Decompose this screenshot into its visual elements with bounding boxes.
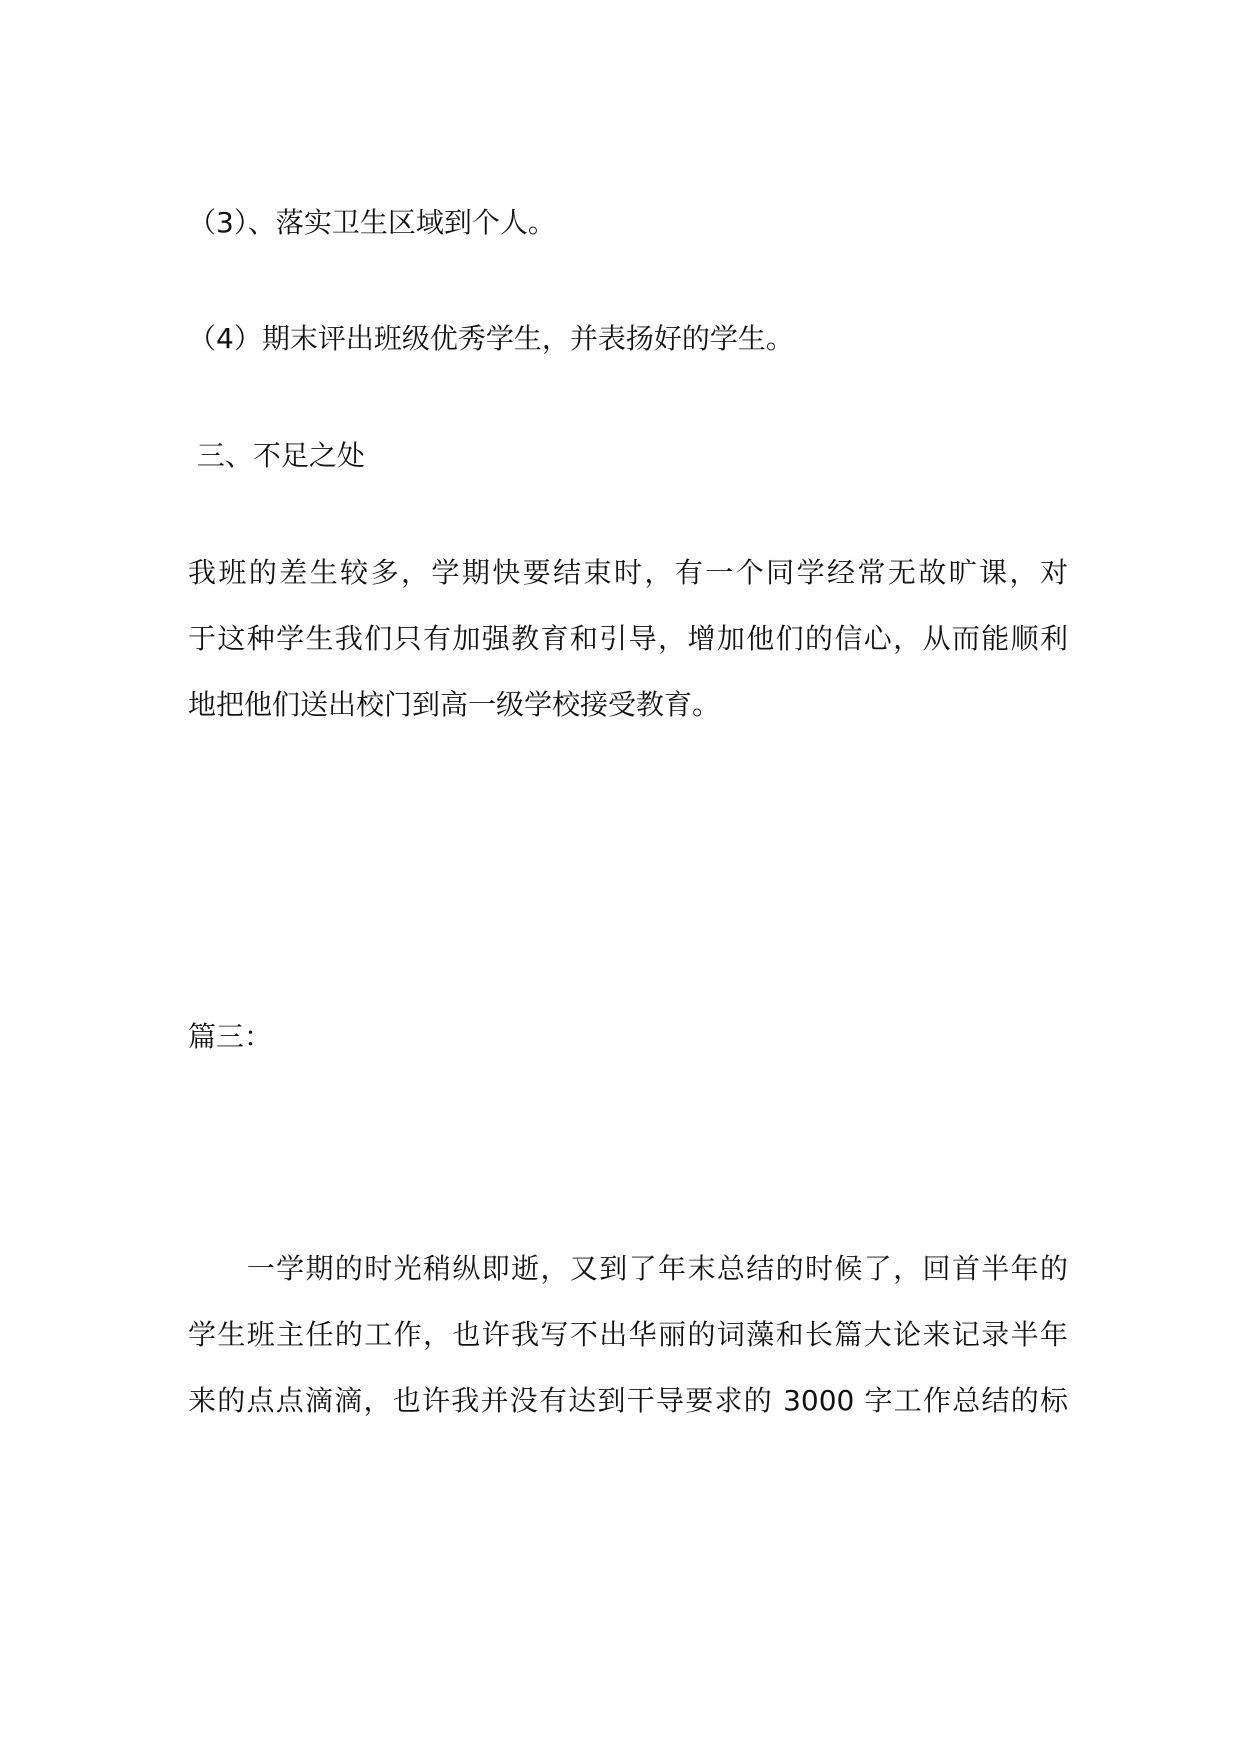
- paragraph-line: 于这种学生我们只有加强教育和引导，增加他们的信心，从而能顺利: [188, 622, 1068, 655]
- section-heading-shortcomings: 三、不足之处: [188, 439, 365, 472]
- list-item-4: （4）期末评出班级优秀学生，并表扬好的学生。: [188, 322, 794, 355]
- shortcoming-paragraph: [188, 540, 1068, 738]
- part3-paragraph: [188, 1236, 1068, 1434]
- part-title: 篇三：: [188, 1020, 273, 1053]
- list-item-3: （3）、落实卫生区域到个人。: [188, 206, 556, 239]
- paragraph-line: 学生班主任的工作，也许我写不出华丽的词藻和长篇大论来记录半年: [188, 1318, 1068, 1351]
- paragraph-line: 我班的差生较多，学期快要结束时，有一个同学经常无故旷课，对: [188, 556, 1068, 589]
- paragraph-line: 一学期的时光稍纵即逝，又到了年末总结的时候了，回首半年的: [188, 1252, 1068, 1285]
- paragraph-line: 来的点点滴滴，也许我并没有达到干导要求的 3000 字工作总结的标: [188, 1384, 1068, 1417]
- paragraph-line: 地把他们送出校门到高一级学校接受教育。: [188, 688, 721, 721]
